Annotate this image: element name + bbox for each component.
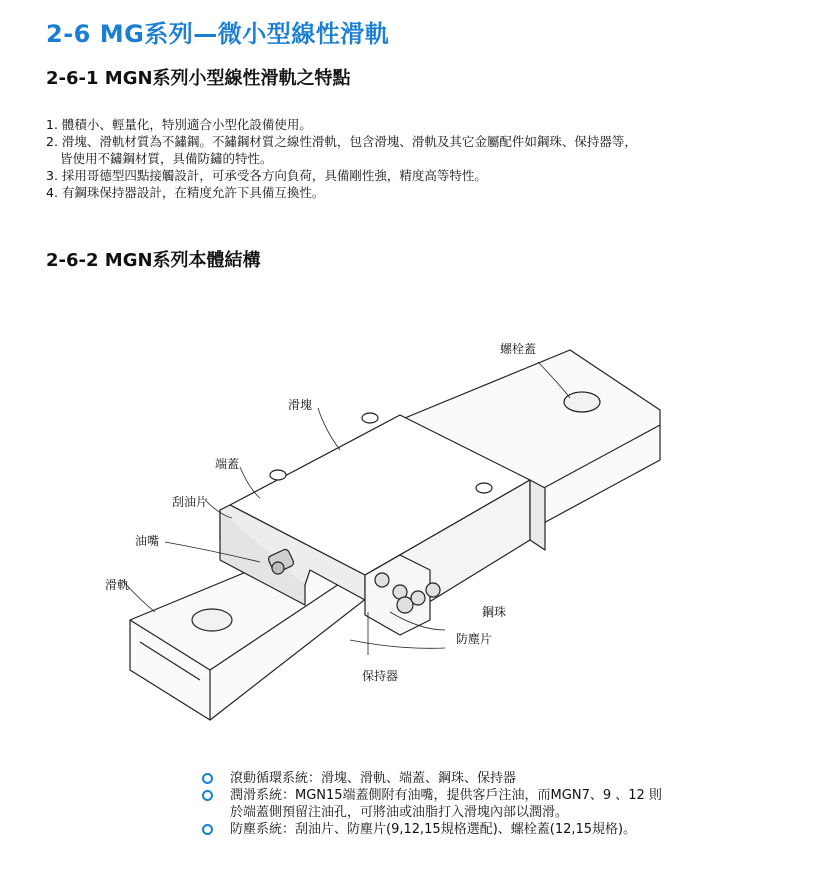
feature-item: 1. 體積小、輕量化，特別適合小型化設備使用。	[46, 117, 312, 132]
note-item: 潤滑系統：MGN15端蓋側附有油嘴，提供客戶注油，而MGN7、9 、12 則 於端蓋側預留注油孔，可將油或油脂打入滑塊內部以潤滑。	[200, 787, 662, 821]
bolt-cap-hole-back	[564, 392, 600, 412]
label-grease-nipple: 油嘴	[135, 534, 160, 548]
feature-list	[46, 116, 786, 201]
label-seal: 防塵片	[456, 632, 493, 646]
label-end-cap: 端蓋	[215, 457, 240, 471]
feature-item: 4. 有鋼珠保持器設計，在精度允許下具備互換性。	[46, 185, 325, 200]
steel-ball	[411, 591, 425, 605]
system-notes	[200, 770, 662, 838]
label-scraper: 刮油片	[172, 495, 209, 509]
steel-ball	[426, 583, 440, 597]
note-item: 防塵系統：刮油片、防塵片(9,12,15規格選配)、螺栓蓋(12,15規格)。	[200, 821, 662, 838]
note-item: 滾動循環系統：滑塊、滑軌、端蓋、鋼珠、保持器	[200, 770, 662, 787]
steel-ball	[375, 573, 389, 587]
bolt-cap-hole-front	[192, 609, 232, 631]
bullet-circle-icon	[202, 773, 213, 784]
feature-item-continued: 皆使用不鏽鋼材質，具備防鏽的特性。	[60, 151, 273, 166]
section-heading-structure: 2-6-2 MGN系列本體結構	[46, 250, 261, 271]
label-retainer: 保持器	[362, 669, 399, 683]
bullet-circle-icon	[202, 824, 213, 835]
feature-item: 3. 採用哥德型四點接觸設計，可承受各方向負荷，具備剛性強，精度高等特性。	[46, 168, 487, 183]
feature-item: 2. 滑塊、滑軌材質為不鏽鋼。不鏽鋼材質之線性滑軌，包含滑塊、滑軌及其它金屬配件如鋼珠、保持器等，	[46, 134, 637, 149]
label-bolt-cap: 螺栓蓋	[500, 342, 537, 356]
section-heading-features: 2-6-1 MGN系列小型線性滑軌之特點	[46, 68, 351, 89]
bullet-circle-icon	[202, 790, 213, 801]
page-title: 2-6 MG系列—微小型線性滑軌	[46, 20, 390, 48]
label-block: 滑塊	[288, 398, 313, 412]
label-steel-ball: 鋼珠	[482, 605, 507, 619]
label-rail: 滑軌	[105, 578, 130, 592]
